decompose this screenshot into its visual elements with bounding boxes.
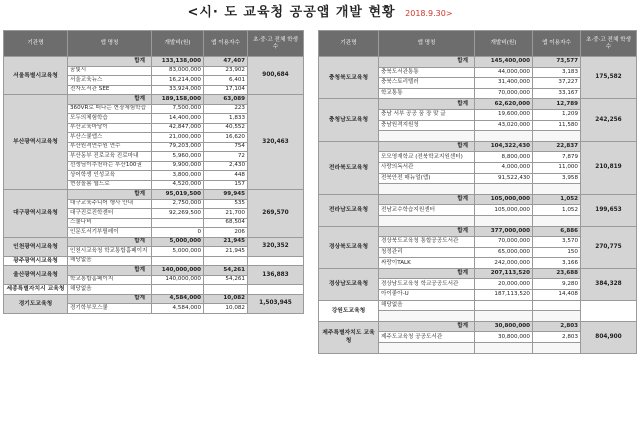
- user-count: 72: [204, 152, 248, 162]
- table-row: [4, 256, 304, 266]
- sum-label: 합계: [68, 237, 152, 247]
- user-count: 3,166: [533, 258, 581, 269]
- sum-cost: 133,138,000: [152, 57, 204, 67]
- user-count: 1,209: [533, 109, 581, 120]
- empty-cell: [533, 131, 581, 142]
- empty-cell: [379, 311, 475, 322]
- dev-cost: 16,214,000: [152, 76, 204, 86]
- page-title: [0, 0, 640, 26]
- student-count: 269,570: [248, 190, 304, 238]
- empty-cell: [475, 215, 533, 226]
- sum-label: 합계: [379, 57, 475, 68]
- sum-cost: 62,620,000: [475, 99, 533, 110]
- summary-row: [319, 321, 637, 332]
- org-name: 전라북도교육청: [319, 141, 379, 194]
- app-name: 제주도교육청 공공도서관: [379, 332, 475, 343]
- user-count: 3,958: [533, 173, 581, 184]
- app-name: 꿈빛시: [68, 66, 152, 76]
- empty-cell: [475, 184, 533, 195]
- empty-cell: [475, 131, 533, 142]
- sum-cost: 207,113,520: [475, 268, 533, 279]
- summary-row: [319, 99, 637, 110]
- org-name: 광주광역시교육청: [4, 256, 68, 266]
- dev-cost: 2,750,000: [152, 199, 204, 209]
- dev-cost: 5,960,000: [152, 152, 204, 162]
- summary-row: [4, 237, 304, 247]
- user-count: 33,167: [533, 88, 581, 99]
- app-name: 모모영재학교 (전북학교지원센터): [379, 152, 475, 163]
- app-name: 전자도서관 SEE: [68, 85, 152, 95]
- user-count: 11,000: [533, 162, 581, 173]
- sum-cost: 105,000,000: [475, 194, 533, 205]
- summary-row: [4, 266, 304, 276]
- user-count: 3,570: [533, 237, 581, 248]
- user-count: 157: [204, 180, 248, 190]
- sum-users: 73,577: [533, 57, 581, 68]
- table-header-row: [4, 31, 304, 57]
- student-count: 1,503,945: [248, 294, 304, 313]
- sum-cost: 5,000,000: [152, 237, 204, 247]
- user-count: 2,430: [204, 161, 248, 171]
- app-name: 아이좋아-U: [379, 290, 475, 301]
- dev-cost: [152, 218, 204, 228]
- sum-label: 합계: [379, 268, 475, 279]
- app-name: 충남 서부 공공 꿈 장 맞 글: [379, 109, 475, 120]
- student-count: 320,352: [248, 237, 304, 256]
- dev-cost: 4,584,000: [152, 304, 204, 314]
- student-count: 242,256: [581, 99, 637, 141]
- dev-cost: 242,000,000: [475, 258, 533, 269]
- dev-cost: 92,269,500: [152, 209, 204, 219]
- user-count: 7,879: [533, 152, 581, 163]
- sum-label: 합계: [379, 321, 475, 332]
- dev-cost: 5,000,000: [152, 247, 204, 257]
- user-count: 23,902: [204, 66, 248, 76]
- app-name: 부산교육마당이: [68, 123, 152, 133]
- column-header: 앱 명칭: [379, 31, 475, 57]
- app-name: 해당없음: [68, 256, 152, 266]
- summary-row: [4, 57, 304, 67]
- column-header: 초·중·고 전체 학생 수: [581, 31, 637, 57]
- user-count: 40,552: [204, 123, 248, 133]
- user-count: 21,700: [204, 209, 248, 219]
- sum-label: 합계: [379, 99, 475, 110]
- sum-label: 합계: [379, 226, 475, 237]
- org-name: 부산광역시교육청: [4, 95, 68, 190]
- sum-cost: 377,000,000: [475, 226, 533, 237]
- app-name: 360VR로 떠나는 현장체험학습: [68, 104, 152, 114]
- org-name: 울산광역시교육청: [4, 266, 68, 285]
- dev-cost: 140,000,000: [152, 275, 204, 285]
- empty-cell: [379, 131, 475, 142]
- sum-cost: 140,000,000: [152, 266, 204, 276]
- empty-cell: [475, 343, 533, 354]
- user-count: 9,280: [533, 279, 581, 290]
- sum-label: 합계: [68, 266, 152, 276]
- app-name: 대구진로진학센터: [68, 209, 152, 219]
- app-name: 해당없음: [68, 285, 152, 295]
- user-count: 17,104: [204, 85, 248, 95]
- user-count: 2,803: [533, 332, 581, 343]
- dev-cost: 9,900,000: [152, 161, 204, 171]
- student-count: 175,582: [581, 57, 637, 99]
- org-name: 세종특별자치시 교육청: [4, 285, 68, 295]
- user-count: 10,082: [204, 304, 248, 314]
- student-count: 900,684: [248, 57, 304, 95]
- dev-cost: 65,000,000: [475, 247, 533, 258]
- sum-label: 합계: [379, 141, 475, 152]
- summary-row: [319, 268, 637, 279]
- app-name: 학교통통: [379, 88, 475, 99]
- table-row: [4, 285, 304, 295]
- empty-cell: [475, 311, 533, 322]
- app-name: 인천시교육청 학교통합홈페이지: [68, 247, 152, 257]
- app-name: 모두의체험학습: [68, 114, 152, 124]
- dev-cost: 7,500,000: [152, 104, 204, 114]
- app-name: 부산동부 진로교육 진로마내: [68, 152, 152, 162]
- sum-users: 99,945: [204, 190, 248, 200]
- app-name: 충북스토리텔러: [379, 78, 475, 89]
- org-name: 서울특별시교육청: [4, 57, 68, 95]
- sum-label: 합계: [68, 190, 152, 200]
- app-name: 충남원격지원청: [379, 120, 475, 131]
- empty-cell: [533, 184, 581, 195]
- user-count: 6,401: [204, 76, 248, 86]
- column-header: 초·중·고 전체 학생 수: [248, 31, 304, 57]
- empty-cell: [533, 311, 581, 322]
- org-name: 충청남도교육청: [319, 99, 379, 141]
- dev-cost: 19,600,000: [475, 109, 533, 120]
- dev-cost: 42,847,000: [152, 123, 204, 133]
- sum-users: 1,052: [533, 194, 581, 205]
- app-name: 충북도서관통통: [379, 67, 475, 78]
- student-count: [248, 285, 304, 295]
- org-name: 전라남도교육청: [319, 194, 379, 226]
- sum-label: 합계: [68, 57, 152, 67]
- app-name: 청정관리: [379, 247, 475, 258]
- student-count: 804,900: [581, 321, 637, 353]
- dev-cost: 30,800,000: [475, 332, 533, 343]
- dev-cost: 14,400,000: [152, 114, 204, 124]
- dev-cost: 83,000,000: [152, 66, 204, 76]
- empty-cell: [379, 184, 475, 195]
- app-name: 대구교육주니어 행사 안내: [68, 199, 152, 209]
- sum-users: 12,789: [533, 99, 581, 110]
- user-count: 754: [204, 142, 248, 152]
- dev-cost: 70,000,000: [475, 88, 533, 99]
- sum-users: 6,886: [533, 226, 581, 237]
- sum-label: 합계: [68, 294, 152, 304]
- title-text: <시· 도 교육청 공공앱 개발 현황: [187, 5, 396, 20]
- column-header: 앱 이용자수: [204, 31, 248, 57]
- column-header: 기관명: [4, 31, 68, 57]
- student-count: 320,463: [248, 95, 304, 190]
- dev-cost: 187,113,520: [475, 290, 533, 301]
- dev-cost: 79,203,000: [152, 142, 204, 152]
- empty-cell: [379, 215, 475, 226]
- app-name: 전남교수학습지원센터: [379, 205, 475, 216]
- dev-cost: 3,800,000: [152, 171, 204, 181]
- user-count: 3,183: [533, 67, 581, 78]
- org-name: 인천광역시교육청: [4, 237, 68, 256]
- dev-cost: 8,800,000: [475, 152, 533, 163]
- dev-cost: 21,000,000: [152, 133, 204, 143]
- right-status-table: [318, 30, 637, 354]
- left-status-table: [3, 30, 304, 314]
- app-name: 상어학생 인성교육: [68, 171, 152, 181]
- sum-cost: 104,322,430: [475, 141, 533, 152]
- user-count: 21,945: [204, 247, 248, 257]
- summary-row: [319, 141, 637, 152]
- student-count: [248, 256, 304, 266]
- dev-cost: 91,522,430: [475, 173, 533, 184]
- app-name: 해당없음: [379, 300, 475, 311]
- student-count: 210,819: [581, 141, 637, 194]
- sum-cost: 145,400,000: [475, 57, 533, 68]
- summary-row: [319, 57, 637, 68]
- user-count: 54,261: [204, 275, 248, 285]
- student-count: 270,775: [581, 226, 637, 268]
- table-row: [319, 300, 637, 311]
- column-header: 앱 명칭: [68, 31, 152, 57]
- org-name: 제주특별자치도 교육청: [319, 321, 379, 353]
- org-name: 경기도교육청: [4, 294, 68, 313]
- dev-cost: 4,000,000: [475, 162, 533, 173]
- sum-users: 54,261: [204, 266, 248, 276]
- dev-cost: 70,000,000: [475, 237, 533, 248]
- table-header-row: [319, 31, 637, 57]
- org-name: 강원도교육청: [319, 300, 379, 321]
- dev-cost: 4,520,000: [152, 180, 204, 190]
- column-header: 앱 이용자수: [533, 31, 581, 57]
- student-count: [581, 300, 637, 321]
- user-count: [204, 256, 248, 266]
- sum-users: 2,803: [533, 321, 581, 332]
- user-count: 448: [204, 171, 248, 181]
- column-header: 개발비(원): [475, 31, 533, 57]
- empty-cell: [533, 215, 581, 226]
- sum-users: 23,688: [533, 268, 581, 279]
- app-name: 학교통합홈페이지: [68, 275, 152, 285]
- user-count: 37,227: [533, 78, 581, 89]
- dev-cost: [152, 256, 204, 266]
- user-count: 1,052: [533, 205, 581, 216]
- dev-cost: 44,000,000: [475, 67, 533, 78]
- user-count: [533, 300, 581, 311]
- org-name: 대구광역시교육청: [4, 190, 68, 238]
- org-name: 경상북도교육청: [319, 226, 379, 268]
- user-count: 206: [204, 228, 248, 238]
- dev-cost: 20,000,000: [475, 279, 533, 290]
- sum-cost: 189,158,000: [152, 95, 204, 105]
- app-name: 경상북도교육청 통합공공도서관: [379, 237, 475, 248]
- dev-cost: 43,020,000: [475, 120, 533, 131]
- dev-cost: [152, 285, 204, 295]
- app-name: 선생님이추천하는 부산100권: [68, 161, 152, 171]
- sum-label: 합계: [68, 95, 152, 105]
- student-count: 199,653: [581, 194, 637, 226]
- empty-cell: [379, 343, 475, 354]
- app-name: 싸랑이TALK: [379, 258, 475, 269]
- student-count: 384,328: [581, 268, 637, 300]
- summary-row: [319, 226, 637, 237]
- app-name: 스쿨나비: [68, 218, 152, 228]
- user-count: 68,504: [204, 218, 248, 228]
- sum-users: 47,407: [204, 57, 248, 67]
- user-count: 223: [204, 104, 248, 114]
- sum-users: 63,089: [204, 95, 248, 105]
- sum-users: 21,945: [204, 237, 248, 247]
- app-name: 인문도서기부릴레이: [68, 228, 152, 238]
- empty-cell: [533, 343, 581, 354]
- user-count: 535: [204, 199, 248, 209]
- user-count: 150: [533, 247, 581, 258]
- app-name: 현장돌봄 웹드로: [68, 180, 152, 190]
- user-count: 14,408: [533, 290, 581, 301]
- summary-row: [4, 95, 304, 105]
- column-header: 개발비(원): [152, 31, 204, 57]
- summary-row: [4, 190, 304, 200]
- student-count: 136,883: [248, 266, 304, 285]
- app-name: 부산스쿨앱스: [68, 133, 152, 143]
- title-date: 2018.9.30>: [405, 9, 453, 18]
- app-name: 경상남도교육청 학교공공도서관: [379, 279, 475, 290]
- summary-row: [319, 194, 637, 205]
- user-count: 16,620: [204, 133, 248, 143]
- app-name: 경기학부모스쿨: [68, 304, 152, 314]
- sum-cost: 4,584,000: [152, 294, 204, 304]
- app-name: 부산원격연수원 연수: [68, 142, 152, 152]
- sum-label: 합계: [379, 194, 475, 205]
- summary-row: [4, 294, 304, 304]
- dev-cost: 33,924,000: [152, 85, 204, 95]
- dev-cost: 0: [152, 228, 204, 238]
- column-header: 기관명: [319, 31, 379, 57]
- user-count: 11,580: [533, 120, 581, 131]
- user-count: [204, 285, 248, 295]
- sum-cost: 95,019,500: [152, 190, 204, 200]
- dev-cost: [475, 300, 533, 311]
- dev-cost: 31,400,000: [475, 78, 533, 89]
- user-count: 1,833: [204, 114, 248, 124]
- app-name: 사랑의독서관: [379, 162, 475, 173]
- sum-users: 22,837: [533, 141, 581, 152]
- org-name: 충청북도교육청: [319, 57, 379, 99]
- dev-cost: 105,000,000: [475, 205, 533, 216]
- app-name: 서울교육뉴스: [68, 76, 152, 86]
- sum-cost: 30,800,000: [475, 321, 533, 332]
- org-name: 경상남도교육청: [319, 268, 379, 300]
- sum-users: 10,082: [204, 294, 248, 304]
- app-name: 전북안전 매뉴얼(앱): [379, 173, 475, 184]
